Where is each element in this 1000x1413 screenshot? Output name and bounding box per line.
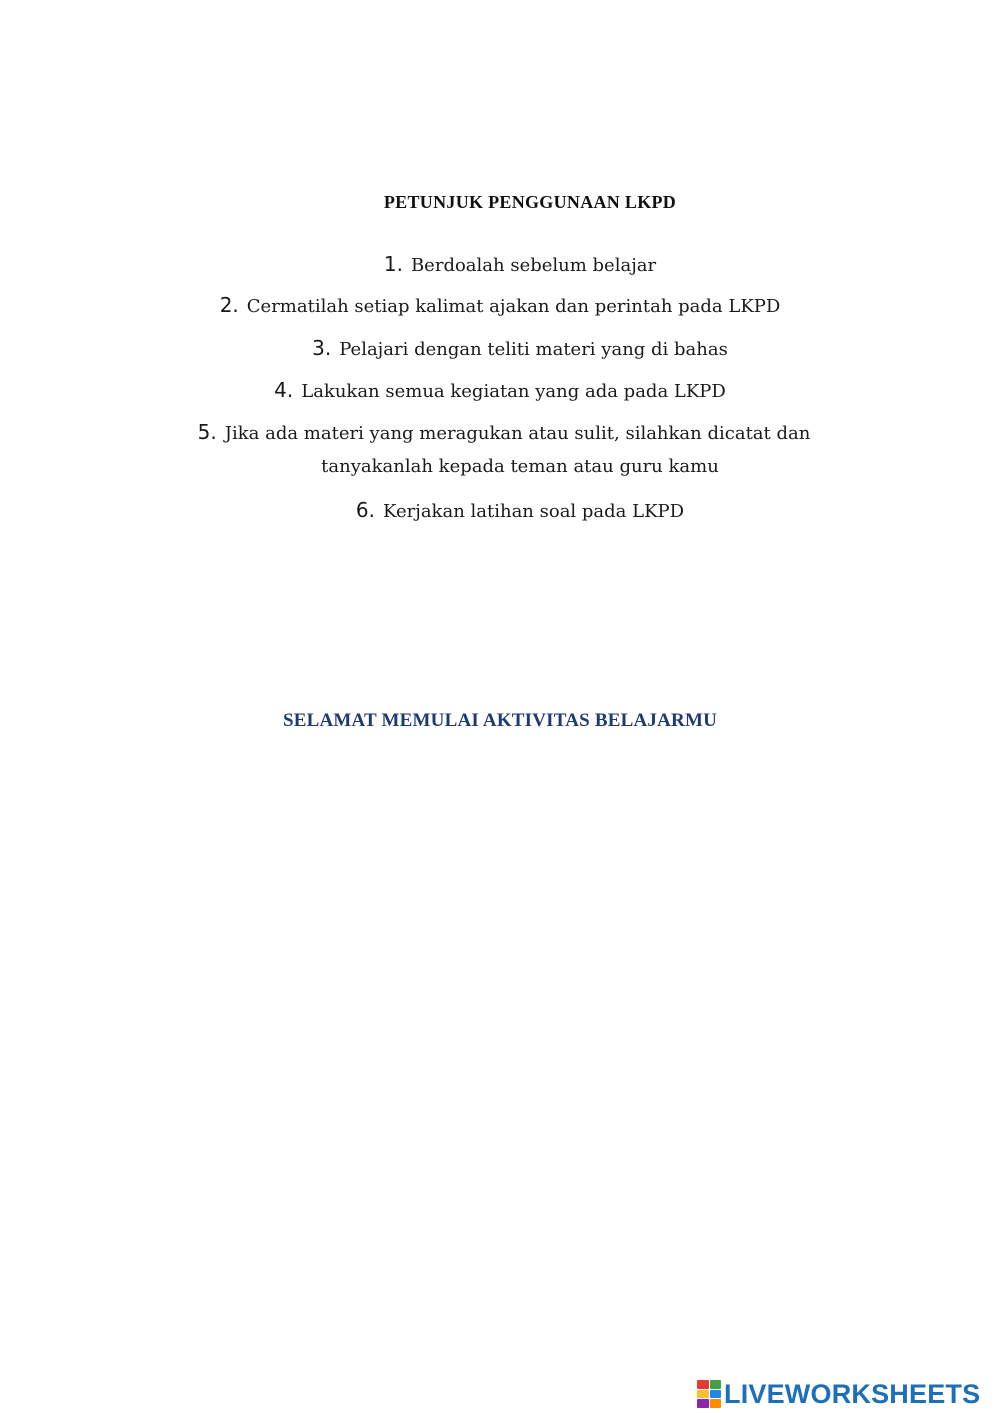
instruction-number-5: 5.	[197, 420, 217, 444]
closing-message: SELAMAT MEMULAI AKTIVITAS BELAJARMU	[282, 710, 718, 731]
instruction-item-6	[20, 493, 1000, 529]
page-title: PETUNJUK PENGGUNAAN LKPD	[383, 192, 677, 212]
liveworksheets-watermark	[697, 1378, 980, 1410]
instruction-item-2	[0, 288, 1000, 324]
instruction-number-4: 4.	[274, 378, 294, 402]
instruction-text-3: Pelajari dengan teliti materi yang di bahas	[339, 339, 728, 360]
instruction-text-5: Jika ada materi yang meragukan atau sulit, silahkan dicatat dan	[224, 423, 811, 444]
liveworksheets-logo-text: LIVEWORKSHEETS	[724, 1378, 981, 1409]
instruction-item-4	[0, 373, 1000, 409]
instruction-number-2: 2.	[219, 293, 239, 317]
instruction-text-4: Lakukan semua kegiatan yang ada pada LKPD	[301, 381, 726, 402]
instruction-text-5-continuation: tanyakanlah kepada teman atau guru kamu	[321, 456, 719, 477]
instruction-text-1: Berdoalah sebelum belajar	[410, 255, 657, 276]
instruction-number-6: 6.	[355, 498, 376, 522]
instruction-item-1	[20, 247, 1000, 283]
instruction-item-5-continuation	[20, 450, 1000, 484]
instruction-number-3: 3.	[312, 336, 332, 360]
instruction-text-6: Kerjakan latihan soal pada LKPD	[383, 501, 685, 522]
instruction-item-5	[4, 415, 1000, 451]
instruction-item-3	[20, 331, 1000, 367]
instruction-text-2: Cermatilah setiap kalimat ajakan dan perintah pada LKPD	[246, 296, 781, 317]
liveworksheets-logo-icon	[697, 1380, 721, 1408]
instruction-number-1: 1.	[383, 252, 403, 276]
